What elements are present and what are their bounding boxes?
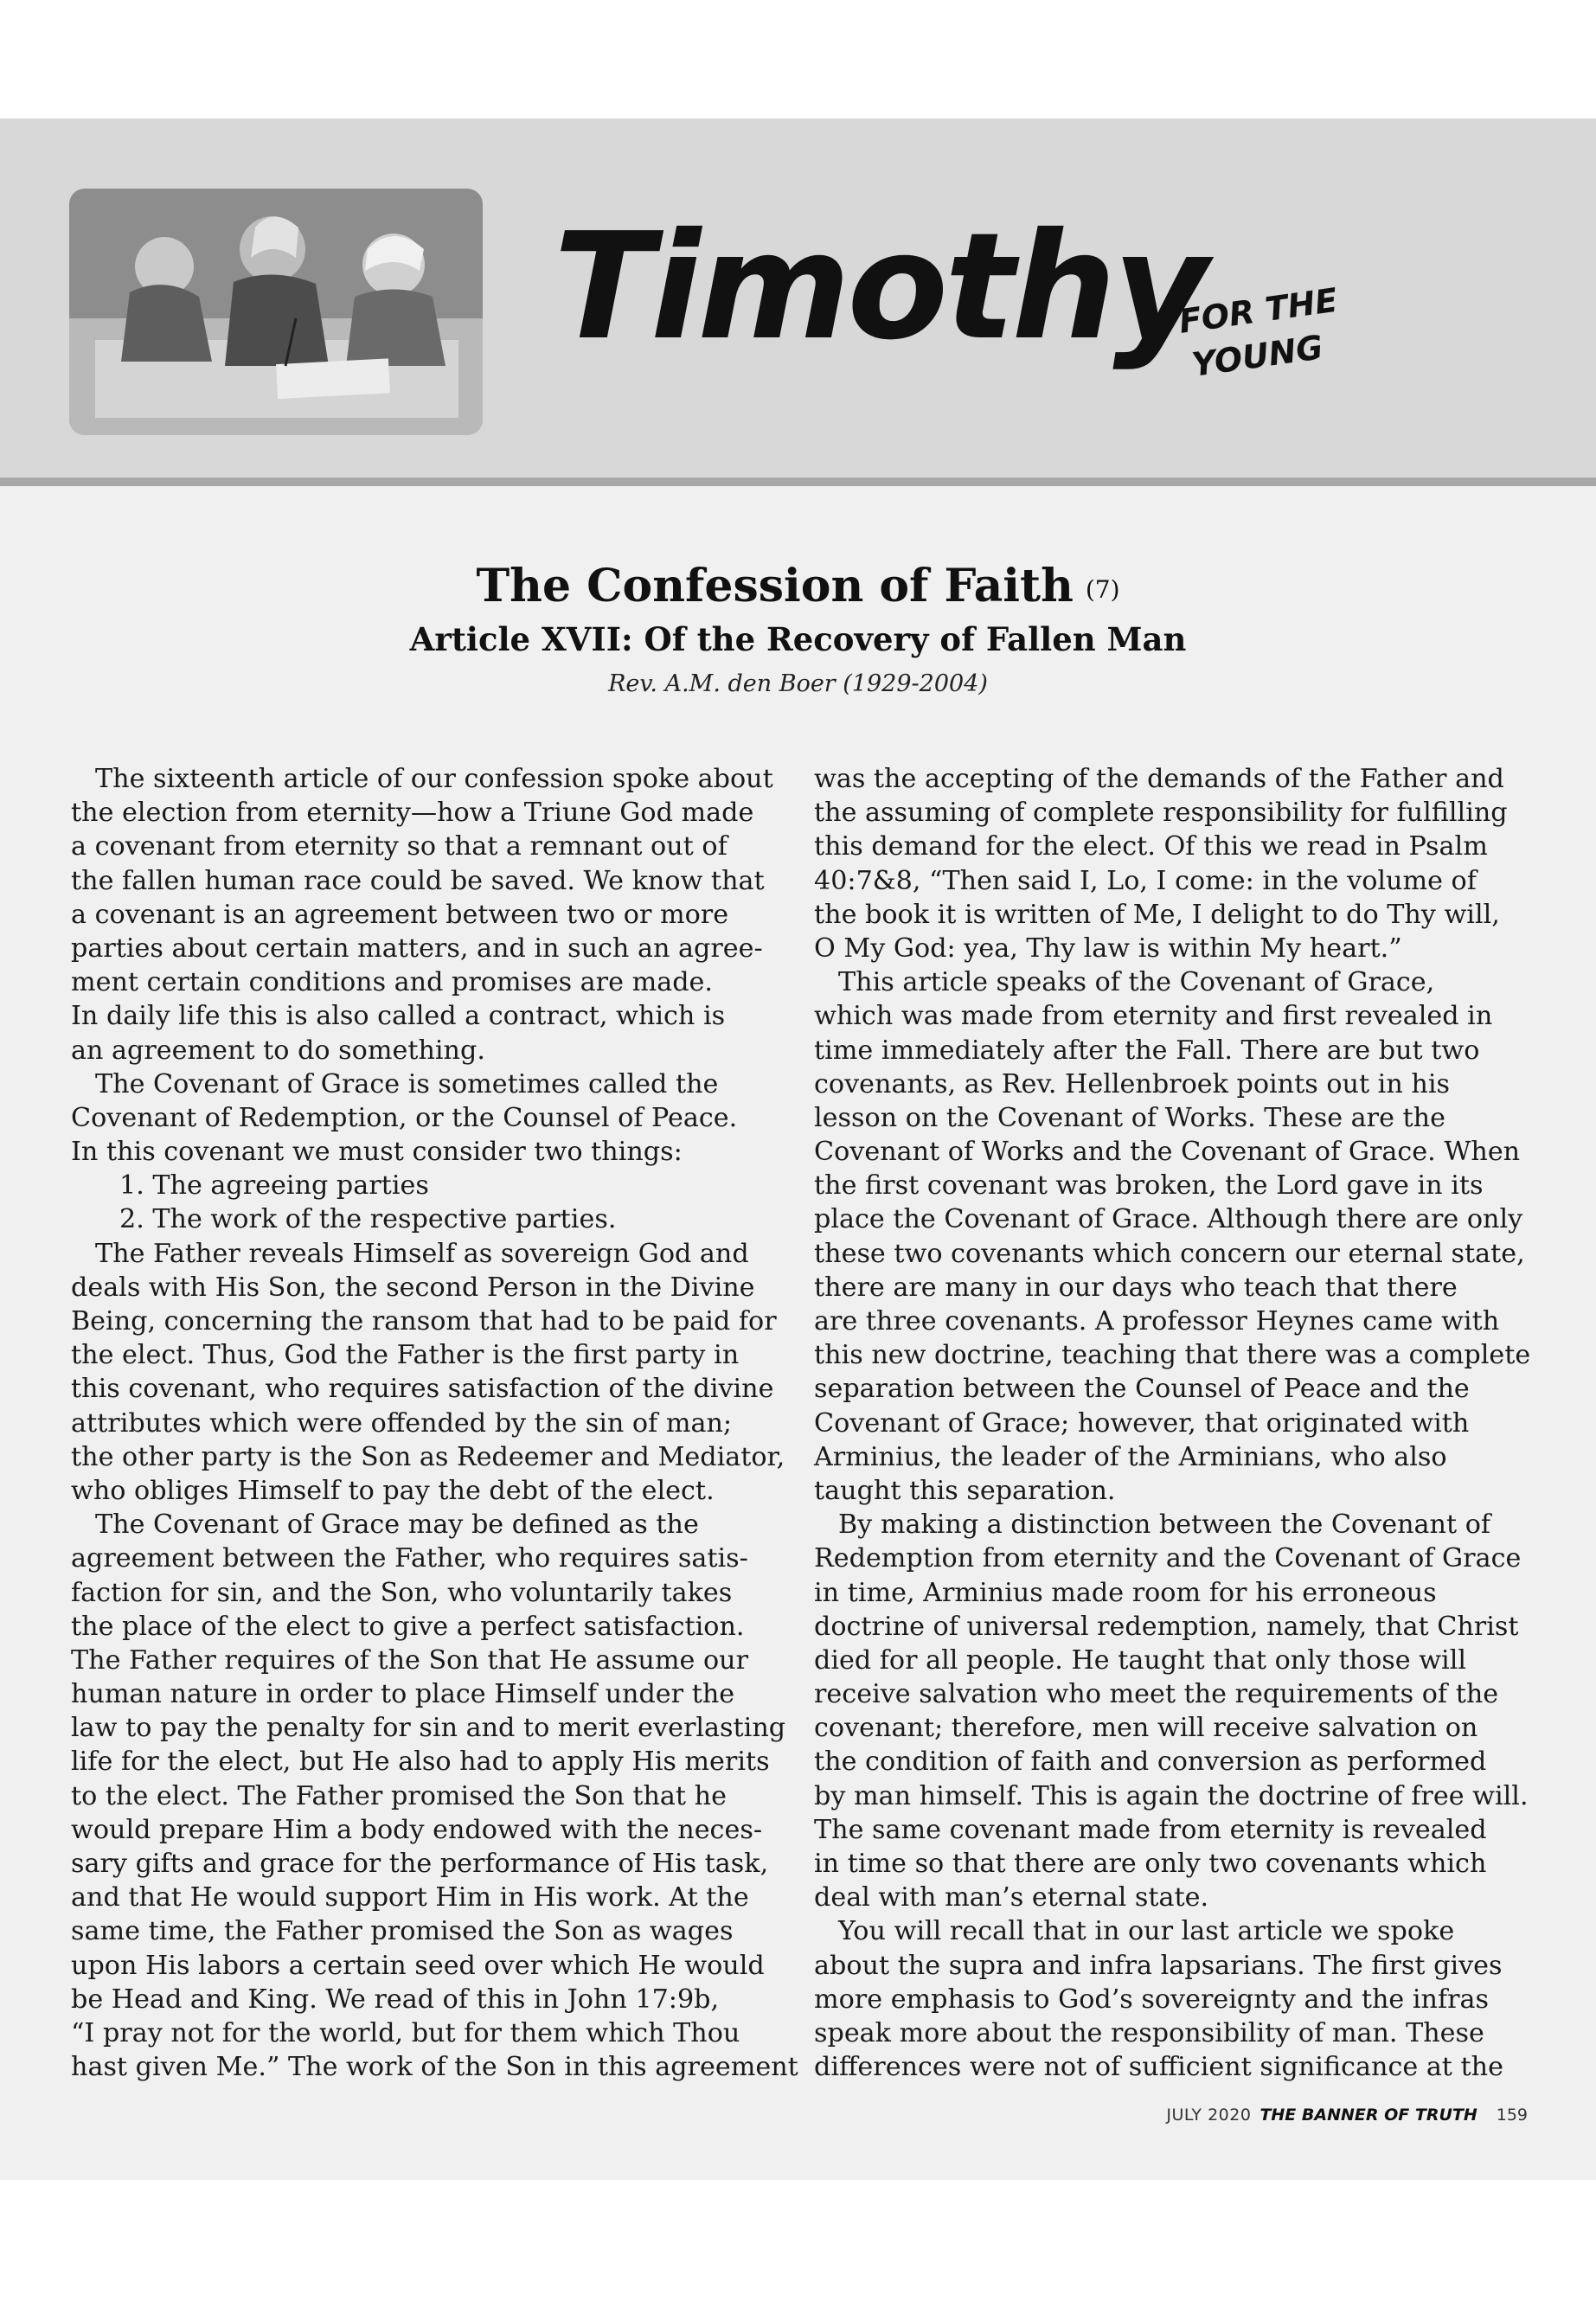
article-byline: Rev. A.M. den Boer (1929-2004) bbox=[608, 670, 988, 697]
text-line: deal with man’s eternal state. bbox=[814, 1882, 1209, 1913]
text-line: a covenant from eternity so that a remnant out of bbox=[71, 831, 727, 862]
text-line: hast given Me.” The work of the Son in this agreement bbox=[71, 2052, 798, 2083]
text-line: The Father requires of the Son that He assume our bbox=[71, 1644, 749, 1676]
text-line: Arminius, the leader of the Arminians, who also bbox=[814, 1441, 1447, 1472]
text-line: to the elect. The Father promised the Son that he bbox=[71, 1780, 727, 1811]
children-writing-photo bbox=[69, 189, 483, 435]
text-line: the condition of faith and conversion as performed bbox=[814, 1747, 1487, 1778]
text-line: covenant; therefore, men will receive salvation on bbox=[814, 1713, 1478, 1744]
text-line: law to pay the penalty for sin and to merit everlasting bbox=[71, 1713, 786, 1744]
text-line: are three covenants. A professor Heynes came with bbox=[814, 1306, 1500, 1336]
left-column-text bbox=[71, 762, 798, 2084]
text-line: the place of the elect to give a perfect satisfaction. bbox=[71, 1611, 745, 1642]
text-line: the fallen human race could be saved. We know that bbox=[71, 865, 765, 896]
text-line: the election from eternity—how a Triune God made bbox=[71, 798, 754, 829]
text-line: The sixteenth article of our confession spoke about bbox=[95, 764, 773, 794]
text-line: was the accepting of the demands of the Father and bbox=[814, 764, 1504, 794]
text-line: sary gifts and grace for the performance of His task, bbox=[71, 1849, 769, 1879]
text-line: Covenant of Grace; however, that originated with bbox=[814, 1407, 1470, 1439]
text-line: The Father reveals Himself as sovereign God and bbox=[95, 1238, 749, 1269]
text-line: this covenant, who requires satisfaction of the divine bbox=[71, 1374, 774, 1405]
text-line: which was made from eternity and first revealed in bbox=[814, 1001, 1493, 1032]
article-column-right bbox=[814, 762, 1529, 2084]
top-margin bbox=[0, 0, 1596, 119]
text-line: the first covenant was broken, the Lord gave in its bbox=[814, 1170, 1484, 1202]
text-line: Being, concerning the ransom that had to be paid for bbox=[71, 1306, 777, 1336]
text-line: time immediately after the Fall. There are but two bbox=[814, 1035, 1480, 1066]
text-line: this new doctrine, teaching that there was a complete bbox=[814, 1340, 1531, 1371]
page-footer bbox=[0, 2106, 1528, 2125]
text-line: receive salvation who meet the requirements of the bbox=[814, 1679, 1499, 1710]
masthead-divider bbox=[0, 478, 1596, 486]
text-line: by man himself. This is again the doctrine of free will. bbox=[814, 1780, 1529, 1811]
text-line: attributes which were offended by the sin of man; bbox=[71, 1407, 733, 1439]
text-line: The Covenant of Grace is sometimes called the bbox=[95, 1068, 719, 1099]
right-column-text bbox=[814, 762, 1529, 2084]
text-line: agreement between the Father, who requires satis- bbox=[71, 1543, 748, 1574]
text-line: speak more about the responsibility of man. These bbox=[814, 2017, 1484, 2048]
text-line: about the supra and infra lapsarians. The first gives bbox=[814, 1950, 1503, 1981]
text-line: lesson on the Covenant of Works. These are the bbox=[814, 1102, 1445, 1133]
article-title bbox=[0, 559, 1596, 618]
text-line: 1. The agreeing parties bbox=[119, 1170, 429, 1202]
text-line: O My God: yea, Thy law is within My heart.” bbox=[814, 933, 1402, 964]
text-line: The Covenant of Grace may be defined as the bbox=[95, 1509, 699, 1541]
text-line: parties about certain matters, and in such an agree- bbox=[71, 933, 763, 964]
text-line: human nature in order to place Himself under the bbox=[71, 1679, 735, 1710]
text-line: covenants, as Rev. Hellenbroek points out in his bbox=[814, 1068, 1450, 1099]
text-line: “I pray not for the world, but for them which Thou bbox=[71, 2017, 740, 2048]
text-line: these two covenants which concern our eternal state, bbox=[814, 1238, 1525, 1269]
text-line: Covenant of Redemption, or the Counsel of Peace. bbox=[71, 1102, 738, 1133]
text-line: 40:7&8, “Then said I, Lo, I come: in the volume of bbox=[814, 865, 1477, 896]
text-line: The same covenant made from eternity is revealed bbox=[814, 1814, 1487, 1845]
masthead-title: Timothy bbox=[554, 202, 1206, 373]
text-line: Covenant of Works and the Covenant of Grace. When bbox=[814, 1137, 1521, 1168]
text-line: life for the elect, but He also had to apply His merits bbox=[71, 1747, 770, 1778]
footer-page-number: 159 bbox=[1496, 2106, 1528, 2125]
text-line: taught this separation. bbox=[814, 1475, 1116, 1506]
article-subtitle: Article XVII: Of the Recovery of Fallen Man bbox=[409, 620, 1187, 658]
text-line: died for all people. He taught that only those will bbox=[814, 1644, 1467, 1676]
text-line: upon His labors a certain seed over which He would bbox=[71, 1950, 765, 1981]
text-line: be Head and King. We read of this in John 17:9b, bbox=[71, 1984, 720, 2015]
text-line: would prepare Him a body endowed with the neces- bbox=[71, 1814, 763, 1845]
text-line: the elect. Thus, God the Father is the first party in bbox=[71, 1340, 740, 1371]
text-line: a covenant is an agreement between two or more bbox=[71, 899, 729, 930]
text-line: You will recall that in our last article we spoke bbox=[838, 1916, 1455, 1947]
text-line: This article speaks of the Covenant of Grace, bbox=[838, 967, 1435, 998]
text-line: differences were not of sufficient significance at the bbox=[814, 2052, 1503, 2083]
text-line: doctrine of universal redemption, namely, that Christ bbox=[814, 1611, 1519, 1642]
text-line: there are many in our days who teach that there bbox=[814, 1272, 1458, 1303]
text-line: separation between the Counsel of Peace and the bbox=[814, 1374, 1470, 1405]
text-line: By making a distinction between the Covenant of bbox=[838, 1509, 1491, 1541]
text-line: the other party is the Son as Redeemer and Mediator, bbox=[71, 1441, 785, 1472]
masthead-tagline-line2: YOUNG bbox=[1189, 328, 1326, 384]
text-line: in time so that there are only two covenants which bbox=[814, 1849, 1487, 1879]
masthead-tagline-line1: FOR THE bbox=[1176, 280, 1340, 341]
footer-date: JULY 2020 bbox=[1166, 2106, 1252, 2125]
text-line: Redemption from eternity and the Covenant of Grace bbox=[814, 1543, 1522, 1574]
photo-illustration bbox=[69, 189, 483, 435]
text-line: who obliges Himself to pay the debt of the elect. bbox=[71, 1475, 715, 1506]
text-line: same time, the Father promised the Son as wages bbox=[71, 1916, 734, 1947]
text-line: this demand for the elect. Of this we read in Psalm bbox=[814, 831, 1488, 862]
text-line: more emphasis to God’s sovereignty and the infras bbox=[814, 1984, 1490, 2015]
text-line: 2. The work of the respective parties. bbox=[119, 1204, 617, 1235]
text-line: ment certain conditions and promises are made. bbox=[71, 967, 713, 998]
text-line: place the Covenant of Grace. Although there are only bbox=[814, 1204, 1523, 1235]
text-line: In this covenant we must consider two things: bbox=[71, 1137, 683, 1168]
text-line: deals with His Son, the second Person in the Divine bbox=[71, 1272, 755, 1303]
text-line: the assuming of complete responsibility for fulfilling bbox=[814, 798, 1508, 829]
text-line: the book it is written of Me, I delight to do Thy will, bbox=[814, 899, 1500, 930]
text-line: in time, Arminius made room for his erroneous bbox=[814, 1577, 1437, 1608]
text-line: faction for sin, and the Son, who voluntarily takes bbox=[71, 1577, 733, 1608]
text-line: an agreement to do something. bbox=[71, 1035, 485, 1066]
masthead-logo bbox=[554, 199, 1340, 433]
article-title-text: The Confession of Faith bbox=[476, 560, 1074, 612]
footer-magazine-name: THE BANNER OF TRUTH bbox=[1259, 2106, 1477, 2125]
text-line: In daily life this is also called a contract, which is bbox=[71, 1001, 726, 1032]
article-column-left bbox=[71, 762, 798, 2084]
text-line: and that He would support Him in His work. At the bbox=[71, 1882, 749, 1913]
masthead-logo-art bbox=[554, 199, 1340, 433]
article-part-number: (7) bbox=[1085, 575, 1120, 604]
